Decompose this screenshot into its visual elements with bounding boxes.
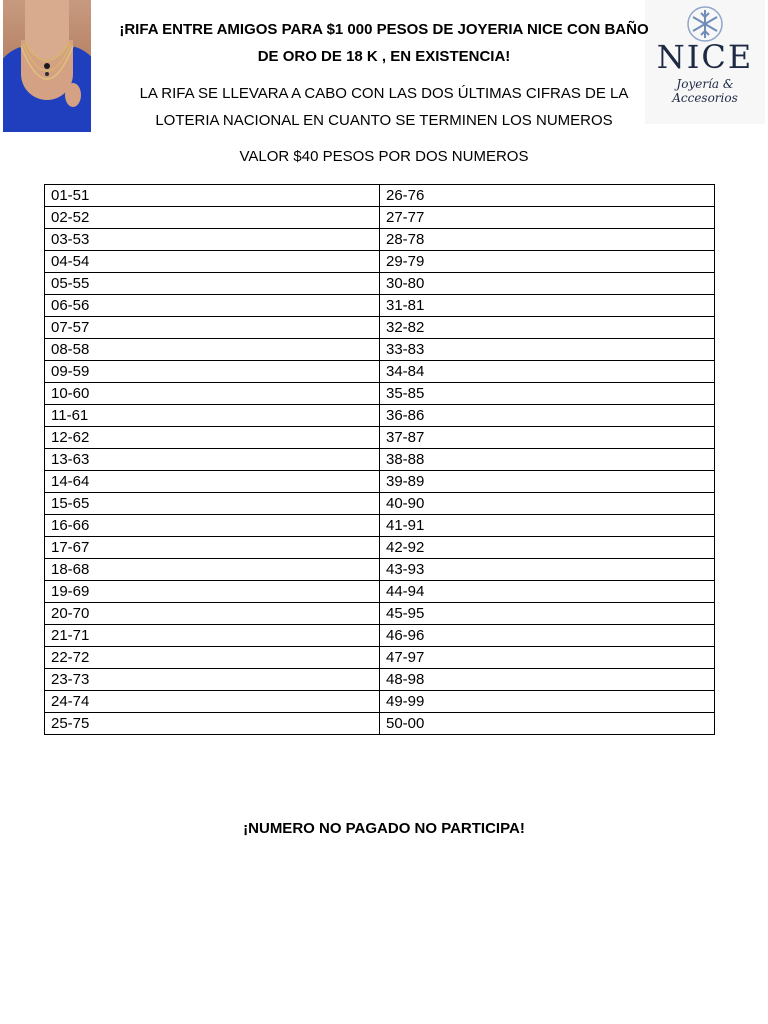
- table-row: [45, 427, 715, 449]
- number-pair-cell: 19-69: [45, 581, 380, 603]
- table-row: [45, 295, 715, 317]
- logo-brand: NICE: [656, 38, 754, 76]
- number-pair-cell: 24-74: [45, 691, 380, 713]
- number-pair-cell: 34-84: [380, 361, 715, 383]
- number-pair-cell: 50-00: [380, 713, 715, 735]
- number-pair-cell: 02-52: [45, 207, 380, 229]
- number-pair-cell: 13-63: [45, 449, 380, 471]
- number-pair-cell: 11-61: [45, 405, 380, 427]
- number-pair-cell: 18-68: [45, 559, 380, 581]
- number-pair-cell: 05-55: [45, 273, 380, 295]
- table-row: [45, 185, 715, 207]
- number-pair-cell: 08-58: [45, 339, 380, 361]
- number-pair-cell: 44-94: [380, 581, 715, 603]
- number-pair-cell: 01-51: [45, 185, 380, 207]
- table-row: [45, 669, 715, 691]
- table-row: [45, 405, 715, 427]
- number-pair-cell: 15-65: [45, 493, 380, 515]
- number-pair-cell: 20-70: [45, 603, 380, 625]
- table-row: [45, 713, 715, 735]
- number-pair-cell: 46-96: [380, 625, 715, 647]
- number-pair-cell: 30-80: [380, 273, 715, 295]
- number-pair-cell: 16-66: [45, 515, 380, 537]
- number-pair-cell: 26-76: [380, 185, 715, 207]
- number-pair-cell: 47-97: [380, 647, 715, 669]
- table-row: [45, 493, 715, 515]
- number-pair-cell: 38-88: [380, 449, 715, 471]
- number-pair-cell: 12-62: [45, 427, 380, 449]
- table-row: [45, 361, 715, 383]
- table-row: [45, 251, 715, 273]
- number-pair-cell: 43-93: [380, 559, 715, 581]
- number-pair-cell: 32-82: [380, 317, 715, 339]
- number-pair-cell: 36-86: [380, 405, 715, 427]
- numbers-table: [44, 184, 715, 735]
- number-pair-cell: 06-56: [45, 295, 380, 317]
- title-line-2: DE ORO DE 18 K , EN EXISTENCIA!: [257, 48, 511, 65]
- number-pair-cell: 39-89: [380, 471, 715, 493]
- table-row: [45, 625, 715, 647]
- number-pair-cell: 23-73: [45, 669, 380, 691]
- raffle-title: [100, 16, 668, 70]
- number-pair-cell: 49-99: [380, 691, 715, 713]
- number-pair-cell: 27-77: [380, 207, 715, 229]
- table-row: [45, 515, 715, 537]
- number-pair-cell: 45-95: [380, 603, 715, 625]
- table-row: [45, 537, 715, 559]
- table-row: [45, 691, 715, 713]
- model-photo: [3, 0, 91, 132]
- number-pair-cell: 22-72: [45, 647, 380, 669]
- logo-tagline: Joyería & Accesorios: [672, 77, 738, 105]
- table-row: [45, 273, 715, 295]
- number-pair-cell: 21-71: [45, 625, 380, 647]
- number-pair-cell: 28-78: [380, 229, 715, 251]
- number-pair-cell: 10-60: [45, 383, 380, 405]
- table-row: [45, 449, 715, 471]
- number-pair-cell: 35-85: [380, 383, 715, 405]
- number-pair-cell: 03-53: [45, 229, 380, 251]
- table-row: [45, 603, 715, 625]
- number-pair-cell: 33-83: [380, 339, 715, 361]
- number-pair-cell: 29-79: [380, 251, 715, 273]
- table-row: [45, 647, 715, 669]
- number-pair-cell: 04-54: [45, 251, 380, 273]
- necklaces-icon: [3, 0, 91, 132]
- number-pair-cell: 25-75: [45, 713, 380, 735]
- subtitle-line-2: LOTERIA NACIONAL EN CUANTO SE TERMINEN LOS NUMEROS: [155, 112, 613, 129]
- number-pair-cell: 42-92: [380, 537, 715, 559]
- table-row: [45, 229, 715, 251]
- number-pair-cell: 40-90: [380, 493, 715, 515]
- number-pair-cell: 41-91: [380, 515, 715, 537]
- table-row: [45, 559, 715, 581]
- table-row: [45, 339, 715, 361]
- title-line-1: ¡RIFA ENTRE AMIGOS PARA $1 000 PESOS DE JOYERIA NICE CON BAÑO: [119, 21, 649, 38]
- table-row: [45, 581, 715, 603]
- table-row: [45, 383, 715, 405]
- number-pair-cell: 48-98: [380, 669, 715, 691]
- number-pair-cell: 07-57: [45, 317, 380, 339]
- price-text: VALOR $40 PESOS POR DOS NUMEROS: [239, 148, 529, 165]
- table-row: [45, 317, 715, 339]
- number-pair-cell: 14-64: [45, 471, 380, 493]
- raffle-subtitle: [100, 80, 668, 134]
- table-row: [45, 207, 715, 229]
- number-pair-cell: 37-87: [380, 427, 715, 449]
- table-row: [45, 471, 715, 493]
- number-pair-cell: 09-59: [45, 361, 380, 383]
- subtitle-line-1: LA RIFA SE LLEVARA A CABO CON LAS DOS ÚLTIMAS CIFRAS DE LA: [139, 85, 629, 102]
- number-pair-cell: 17-67: [45, 537, 380, 559]
- number-pair-cell: 31-81: [380, 295, 715, 317]
- footer-warning: ¡NUMERO NO PAGADO NO PARTICIPA!: [243, 820, 525, 837]
